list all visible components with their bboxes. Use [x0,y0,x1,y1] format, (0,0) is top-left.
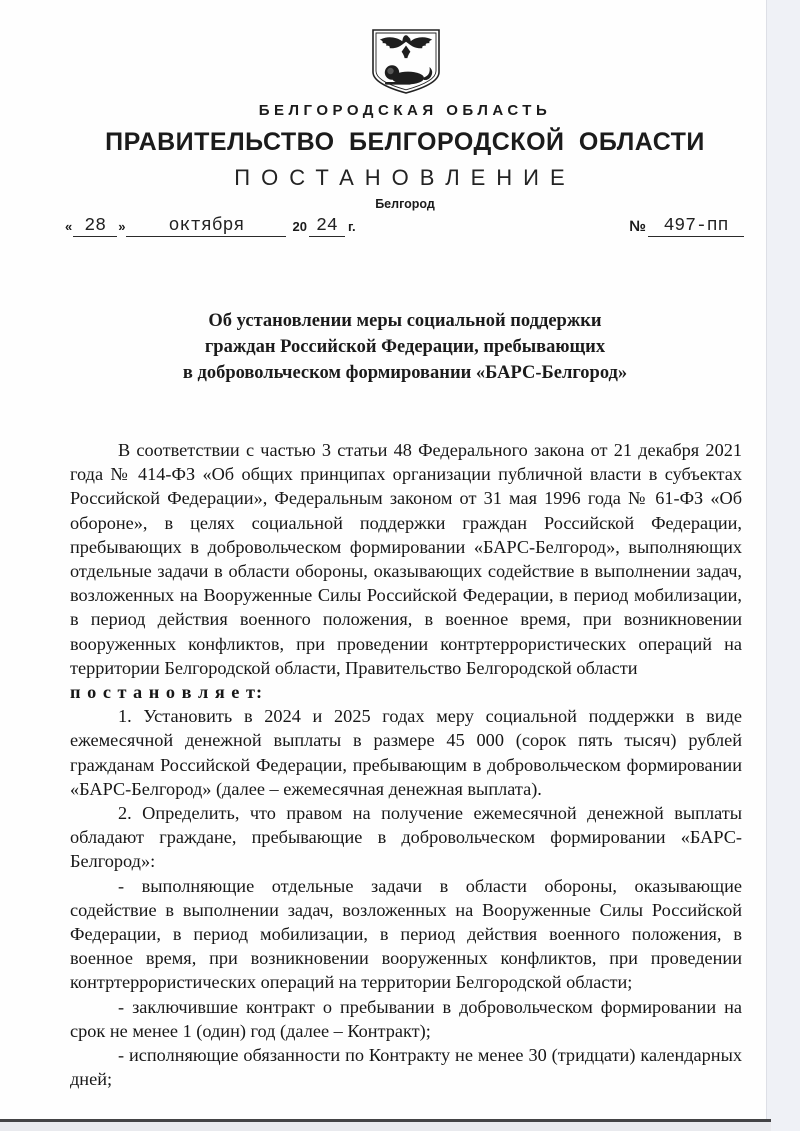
number-group [629,216,744,237]
document-type-label: ПОСТАНОВЛЕНИЕ [234,165,576,190]
paragraph-item-2: 2. Определить, что правом на получение ежемесячной денежной выплаты обладают граждане, пребывающие в добровольческом формировании «БАРС-Белгород»: [70,803,742,872]
paragraph-bullet-1: - выполняющие отдельные задачи в области обороны, оказывающие содействие в выполнении задач, возложенных на Вооруженные Силы Российской Федерации, в период мобилизации, в период действия военного положения, в военное время, при возникновении вооруженных конфликтов, при проведении контртеррористических операций на территории Белгородской области; [70,875,742,993]
document-title [40,308,770,386]
date-number-line [64,216,744,242]
quote-open: « [65,219,73,234]
title-line-1: Об установлении меры социальной поддержки [208,311,602,331]
number-sign: № [629,218,646,235]
preamble-text: В соответствии с частью 3 статьи 48 Федерального закона от 21 декабря 2021 года № 414-ФЗ «Об общих принципах организации публичной власти в субъектах Российской Федерации», Федеральным законом от 31 мая 1996 года № 61-ФЗ «Об обороне», в целях социальной поддержки граждан Российской Федерации, пребывающих в добровольческом формировании «БАРС-Белгород», выполняющих отдельные задачи в области обороны, оказывающих содействие в выполнении задач, возложенных на Вооруженные Силы Российской Федерации, в период мобилизации, в период действия военного положения, в военное время, при возникновении вооруженных конфликтов, при проведении контртеррористических операций на территории Белгородской области, Правительство Белгородской области [70,440,742,678]
resolves-keyword: п о с т а н о в л я е т: [70,682,264,703]
paragraph-preamble [70,438,742,704]
coat-of-arms-icon [365,26,447,98]
year-prefix: 20 [292,219,307,234]
year-value: 24 [309,216,345,237]
paragraph-bullet-3: - исполняющие обязанности по Контракту не менее 30 (тридцати) календарных дней; [70,1045,742,1090]
quote-close: » [118,219,126,234]
day-value: 28 [73,216,117,237]
date-group [64,216,356,237]
title-line-3: в добровольческом формировании «БАРС-Белгород» [182,363,628,383]
year-suffix: г. [347,219,356,234]
month-value: октября [126,216,286,237]
paragraph-item-1: 1. Установить в 2024 и 2025 годах меру социальной поддержки в виде ежемесячной денежной выплаты в размере 45 000 (сорок пять тысяч) рублей гражданам Российской Федерации, пребывающим в добровольческом формировании «БАРС-Белгород» (далее – ежемесячная денежная выплата). [70,706,742,799]
paragraph-bullet-2: - заключившие контракт о пребывании в добровольческом формировании на срок не менее 1 (один) год (далее – Контракт); [70,996,742,1041]
city-label: Белгород [375,197,435,211]
authority-title: ПРАВИТЕЛЬСТВО БЕЛГОРОДСКОЙ ОБЛАСТИ [105,128,705,156]
title-line-2: граждан Российской Федерации, пребывающих [204,337,606,357]
scan-edge-strip [766,0,800,1131]
scan-bottom-background [0,1122,771,1131]
region-label: БЕЛГОРОДСКАЯ ОБЛАСТЬ [258,102,552,119]
decree-body [70,438,742,1091]
decree-number: 497-пп [648,216,744,237]
